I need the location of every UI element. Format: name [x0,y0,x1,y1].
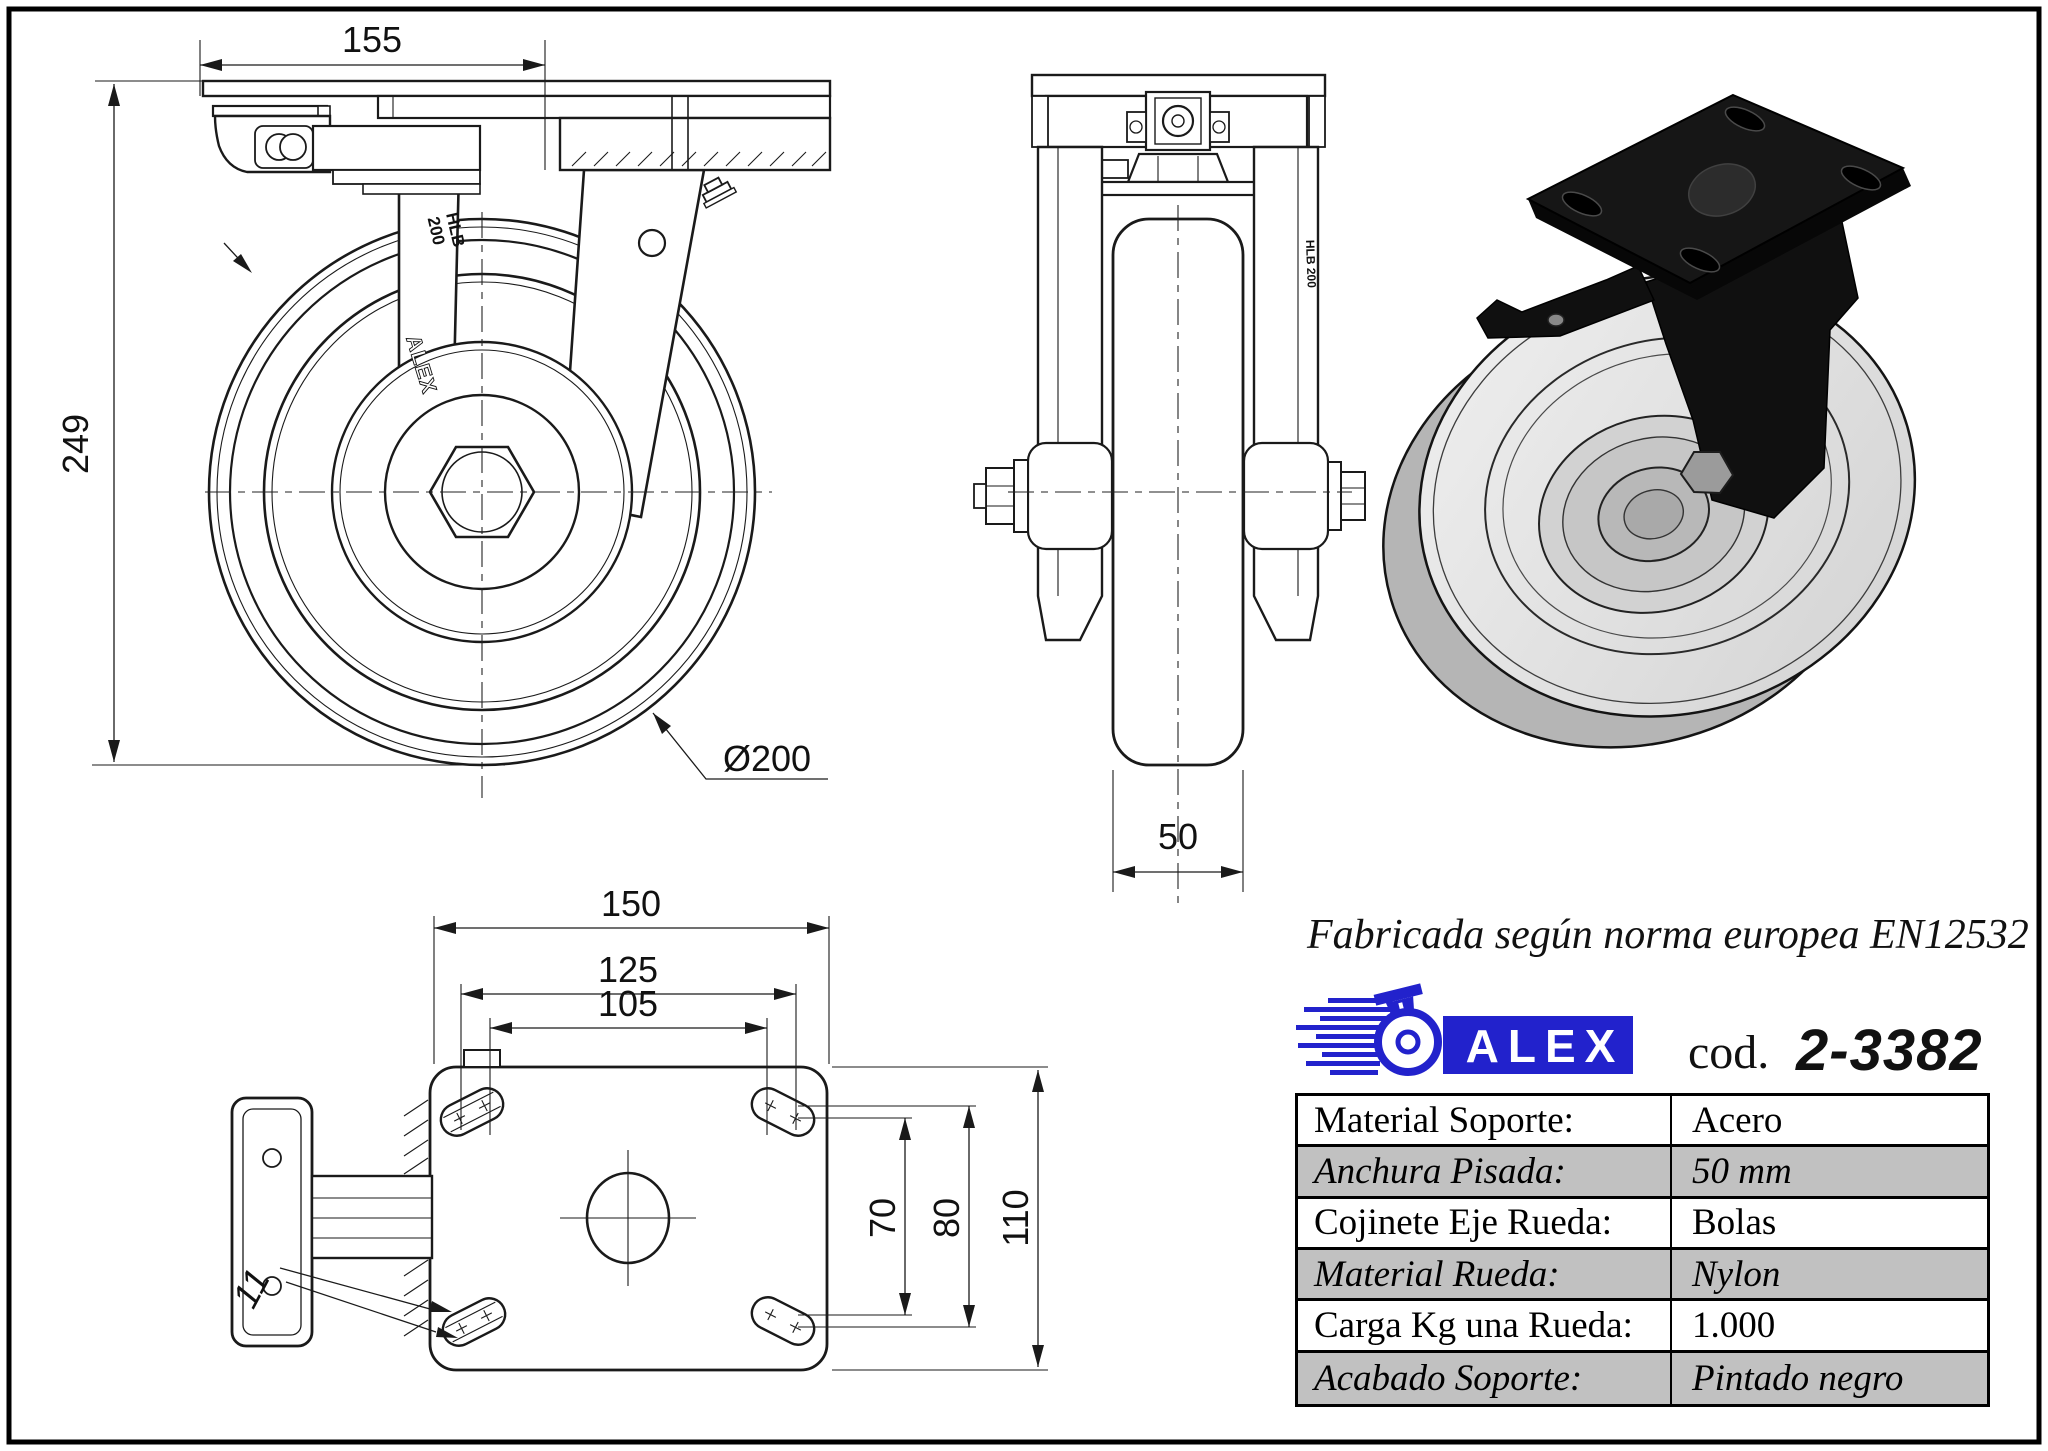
spec-value: Pintado negro [1670,1353,1987,1404]
spec-value: Bolas [1670,1199,1987,1247]
fork-marking-brand: ALEX [401,332,441,397]
spec-label: Material Rueda: [1314,1253,1560,1295]
side-fork-marking: HLB 200 [1303,239,1319,289]
svg-text:150: 150 [600,883,662,924]
svg-text:125: 125 [597,949,659,990]
wheel-3d [1324,217,1972,804]
table-row [1298,1301,1987,1352]
dim-80 [926,1106,975,1327]
isometric-view [1324,95,1972,805]
brake-pedal-front [213,106,480,194]
spec-label: Anchura Pisada: [1314,1150,1566,1192]
dim-249 [55,84,120,762]
spec-label: Carga Kg una Rueda: [1314,1304,1633,1346]
spec-label: Material Soporte: [1314,1099,1574,1141]
side-fork-right-leg [1254,147,1318,640]
logo-text: ALEX [1465,1020,1625,1072]
alex-logo [1296,983,1633,1075]
product-code [1688,1018,1983,1083]
svg-text:70: 70 [862,1197,903,1239]
spec-label: Acabado Soporte: [1314,1357,1583,1399]
spec-value: 1.000 [1670,1301,1987,1349]
svg-text:249: 249 [55,413,96,475]
side-view [974,75,1365,910]
table-row [1298,1096,1987,1147]
table-row [1298,1353,1987,1404]
svg-text:11: 11 [224,1262,278,1315]
spec-value: 50 mm [1670,1147,1987,1195]
code-label: cod. [1688,1026,1770,1079]
table-row [1298,1147,1987,1198]
table-row [1298,1250,1987,1301]
dim-diameter-200 [653,713,828,779]
svg-text:80: 80 [926,1197,967,1239]
spec-label: Cojinete Eje Rueda: [1314,1202,1612,1244]
svg-text:50: 50 [1157,816,1199,857]
spec-value: Acero [1670,1096,1987,1144]
svg-text:200: 200 [423,214,449,247]
svg-text:105: 105 [597,983,659,1024]
dim-70 [862,1118,911,1315]
svg-text:HLB: HLB [442,210,469,249]
svg-text:155: 155 [341,19,403,60]
svg-text:Ø200: Ø200 [722,738,812,779]
front-view [55,19,830,798]
table-row [1298,1199,1987,1250]
spec-value: Nylon [1670,1250,1987,1298]
standard-note: Fabricada según norma europea EN12532 [1307,912,2029,958]
svg-text:110: 110 [995,1189,1036,1247]
side-fork-left-leg [1038,147,1102,640]
code-value: 2-3382 [1796,1018,1983,1083]
spec-table [1295,1093,1990,1407]
bottom-plate-view [224,883,1048,1370]
dim-110 [995,1070,1044,1367]
